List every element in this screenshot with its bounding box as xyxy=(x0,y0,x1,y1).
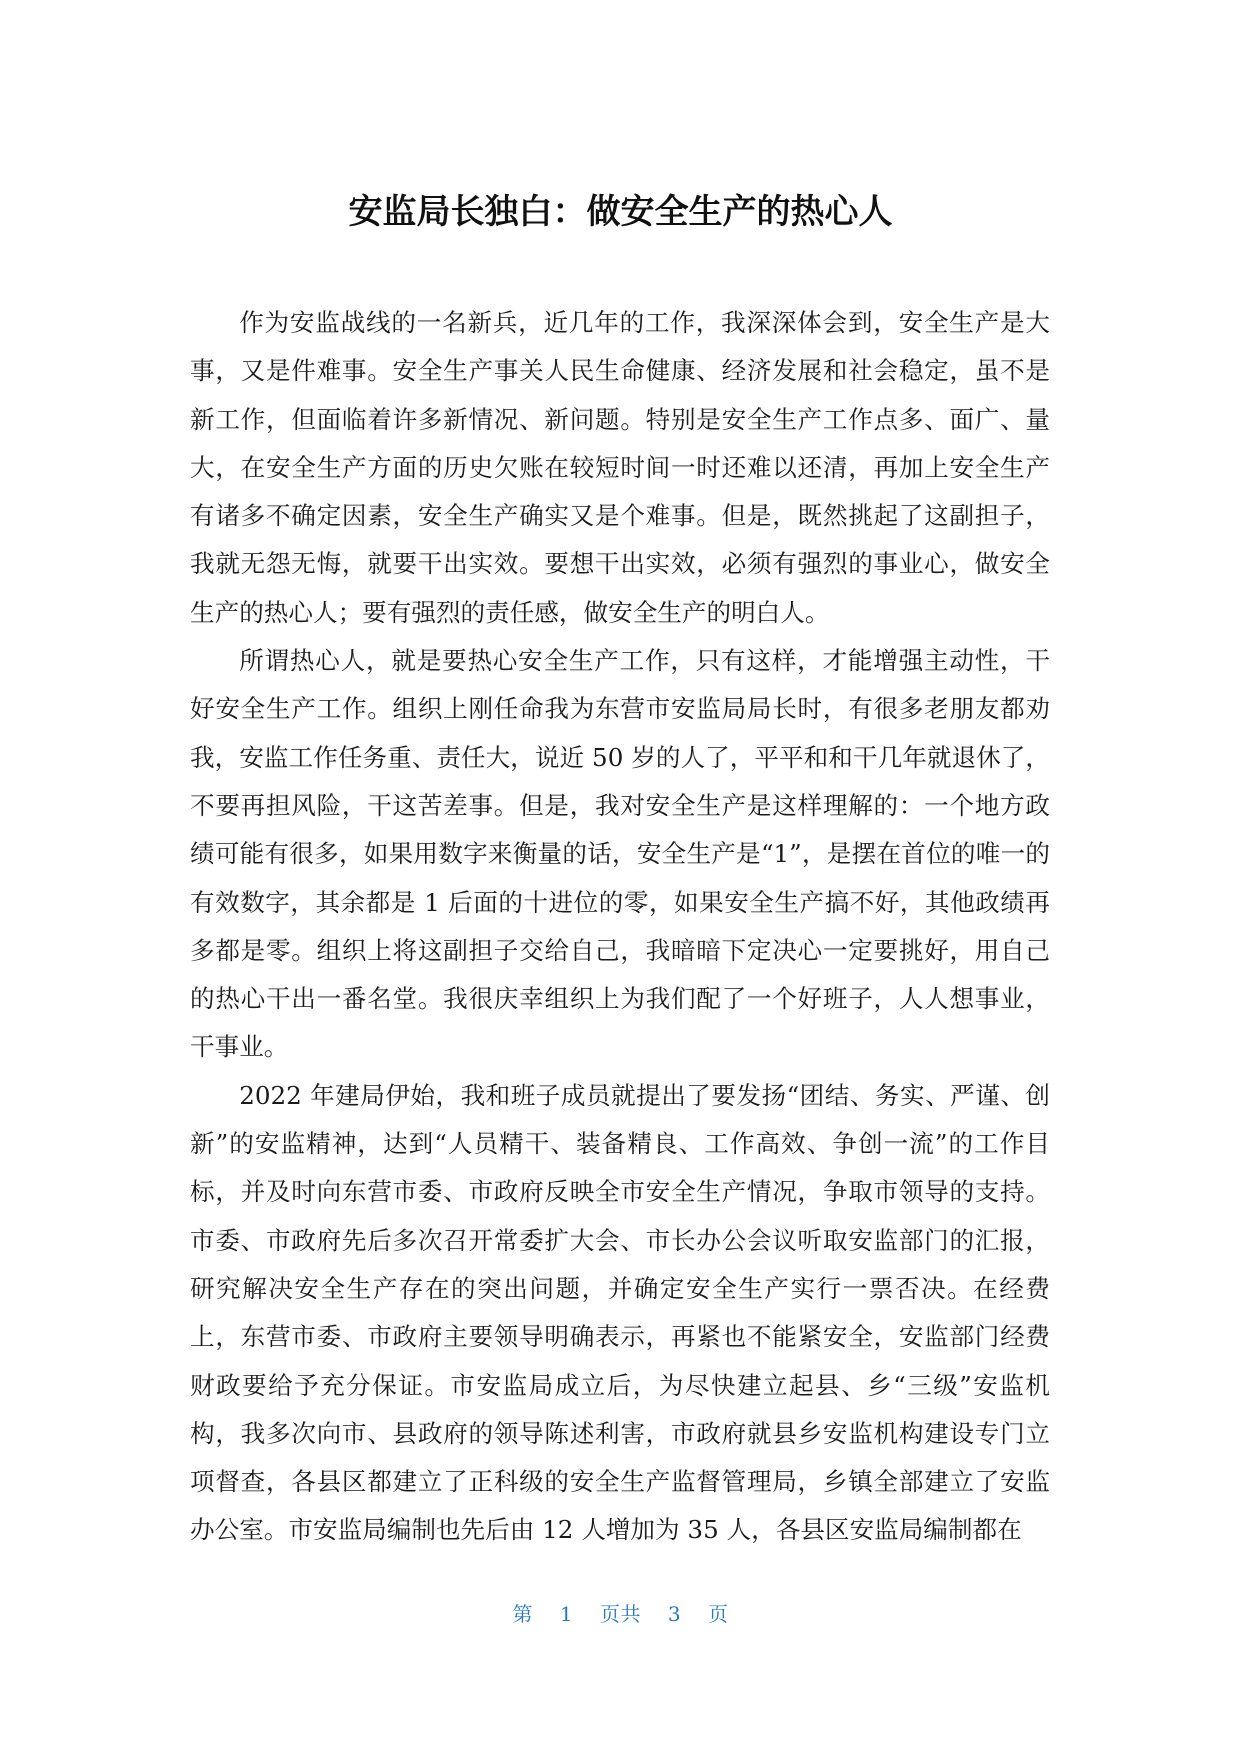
paragraph-3: 2022 年建局伊始，我和班子成员就提出了要发扬“团结、务实、严谨、创新”的安监精神，达到“人员精干、装备精良、工作高效、争创一流”的工作目标，并及时向东营市委、市政府反映全市安全生产情况，争取市领导的支持。市委、市政府先后多次召开常委扩大会、市长办公会议听取安监部门的汇报，研究解决安全生产存在的突出问题，并确定安全生产实行一票否决。在经费上，东营市委、市政府主要领导明确表示，再紧也不能紧安全，安监部门经费财政要给予充分保证。市安监局成立后，为尽快建立起县、乡“三级”安监机构，我多次向市、县政府的领导陈述利害，市政府就县乡安监机构建设专门立项督查，各县区都建立了正科级的安全生产监督管理局，乡镇全部建立了安监办公室。市安监局编制也先后由 12 人增加为 35 人，各县区安监局编制都在 xyxy=(190,1080,1050,1545)
footer-prefix: 第 xyxy=(512,1602,534,1626)
page-footer xyxy=(0,1598,1241,1627)
paragraph-1: 作为安监战线的一名新兵，近几年的工作，我深深体会到，安全生产是大事，又是件难事。安全生产事关人民生命健康、经济发展和社会稳定，虽不是新工作，但面临着许多新情况、新问题。特别是安全生产工作点多、面广、量大，在安全生产方面的历史欠账在较短时间一时还难以还清，再加上安全生产有诸多不确定因素，安全生产确实又是个难事。但是，既然挑起了这副担子，我就无怨无悔，就要干出实效。要想干出实效，必须有强烈的事业心，做安全生产的热心人；要有强烈的责任感，做安全生产的明白人。 xyxy=(190,308,1050,627)
document-title: 安监局长独白：做安全生产的热心人 xyxy=(348,192,893,232)
footer-middle: 页共 xyxy=(600,1602,641,1626)
footer-total-pages: 3 xyxy=(667,1602,682,1626)
paragraph-2: 所谓热心人，就是要热心安全生产工作，只有这样，才能增强主动性，干好安全生产工作。组织上刚任命我为东营市安监局局长时，有很多老朋友都劝我，安监工作任务重、责任大，说近 50 岁的人了，平平和和干几年就退休了，不要再担风险，干这苦差事。但是，我对安全生产是这样理解的：一个地方政绩可能有很多，如果用数字来衡量的话，安全生产是“1”，是摆在首位的唯一的有效数字，其余都是 1 后面的十进位的零，如果安全生产搞不好，其他政绩再多都是零。组织上将这副担子交给自己，我暗暗下定决心一定要挑好，用自己的热心干出一番名堂。我很庆幸组织上为我们配了一个好班子，人人想事业，干事业。 xyxy=(190,646,1050,1062)
document-body xyxy=(190,299,1050,1555)
footer-suffix: 页 xyxy=(707,1602,729,1626)
footer-page-number: 1 xyxy=(559,1602,574,1626)
